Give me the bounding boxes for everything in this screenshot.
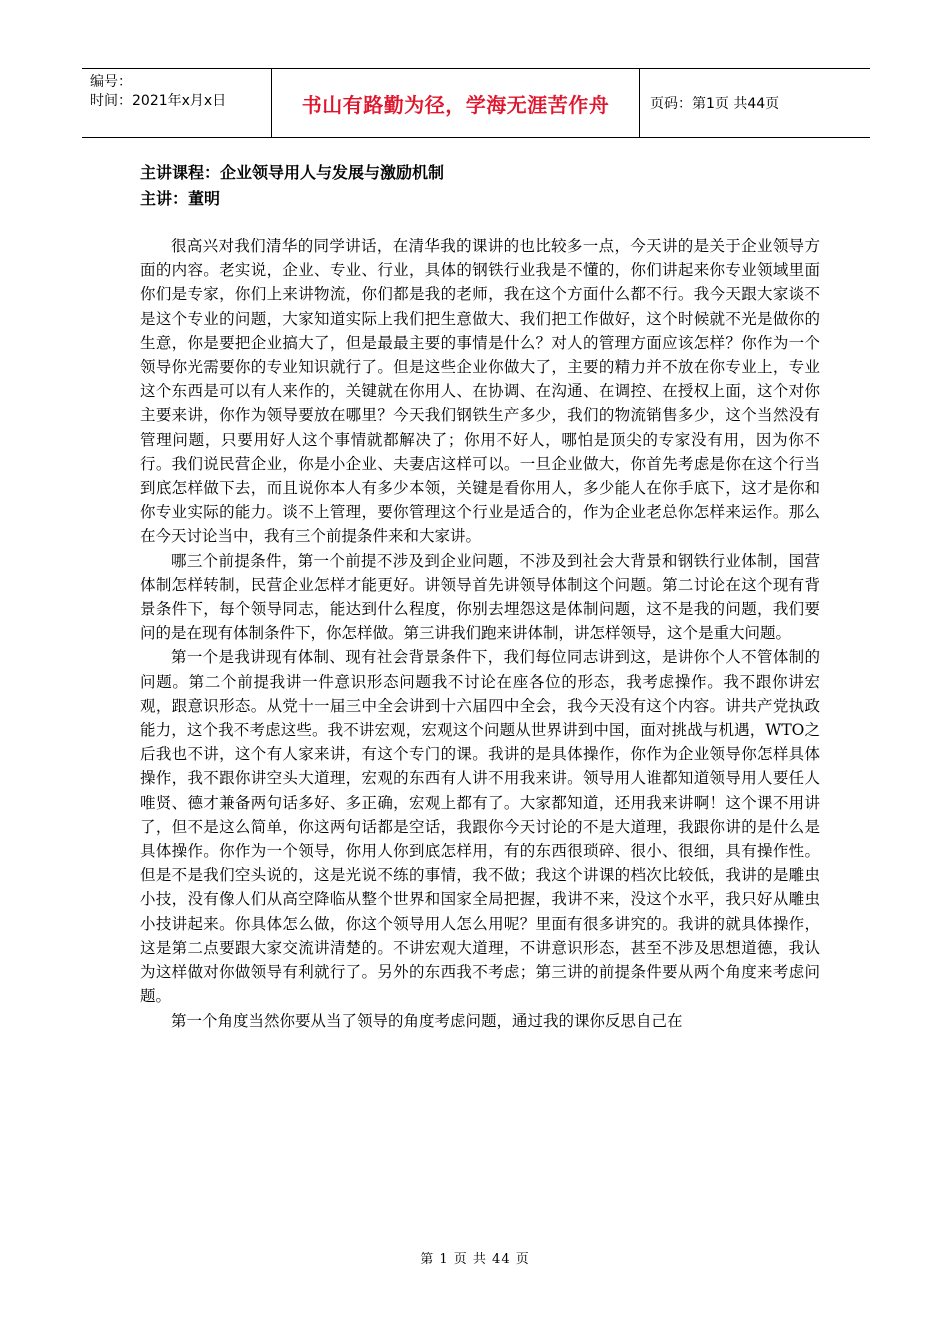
document-body — [140, 234, 820, 1033]
header-motto: 书山有路勤为径，学海无涯苦作舟 — [272, 69, 640, 137]
course-title: 主讲课程：企业领导用人与发展与激励机制 — [140, 163, 445, 182]
paragraph: 第一个是我讲现有体制、现有社会背景条件下，我们每位同志讲到这，是讲你个人不管体制的问题。第二个前提我讲一件意识形态问题我不讨论在座各位的形态，我考虑操作。我不跟你讲宏观，跟意识形态。从党十一届三中全会讲到十六届四中全会，我今天没有这个内容。讲共产党执政能力，这个我不考虑这些。我不讲宏观，宏观这个问题从世界讲到中国，面对挑战与机遇，WTO之后我也不讲，这个有人家来讲，有这个专门的课。我讲的是具体操作，你作为企业领导你怎样具体操作，我不跟你讲空头大道理，宏观的东西有人讲不用我来讲。领导用人谁都知道领导用人要任人唯贤、德才兼备两句话多好、多正确，宏观上都有了。大家都知道，还用我来讲啊！这个课不用讲了，但不是这么简单，你这两句话都是空话，我跟你今天讨论的不是大道理，我跟你讲的是什么是具体操作。你作为一个领导，你用人你到底怎样用，有的东西很琐碎、很小、很细，具有操作性。但是不是我们空头说的，这是光说不练的事情，我不做；我这个讲课的档次比较低，我讲的是雕虫小技，没有像人们从高空降临从整个世界和国家全局把握，我讲不来，没这个水平，我只好从雕虫小技讲起来。你具体怎么做，你这个领导用人怎么用呢？里面有很多讲究的。我讲的就具体操作，这是第二点要跟大家交流讲清楚的。不讲宏观大道理，不讲意识形态，甚至不涉及思想道德，我认为这样做对你做领导有利就行了。另外的东西我不考虑；第三讲的前提条件要从两个角度来考虑问题。 — [140, 648, 820, 1006]
header-page-info: 页码：第1页 共44页 — [650, 96, 780, 112]
document-time-label: 时间：2021年x月x日 — [90, 93, 227, 109]
page-header — [82, 68, 870, 138]
paragraph: 第一个角度当然你要从当了领导的角度考虑问题，通过我的课你反思自己在 — [171, 1011, 683, 1030]
page-footer: 第 1 页 共 44 页 — [420, 1252, 530, 1267]
course-lecturer: 主讲：董明 — [140, 189, 221, 208]
course-info — [140, 160, 444, 212]
paragraph: 哪三个前提条件，第一个前提不涉及到企业问题，不涉及到社会大背景和钢铁行业体制，国营体制怎样转制，民营企业怎样才能更好。讲领导首先讲领导体制这个问题。第二讨论在这个现有背景条件下，每个领导同志，能达到什么程度，你别去埋怨这是体制问题，这不是我的问题，我们要问的是在现有体制条件下，你怎样做。第三讲我们跑来讲体制，讲怎样领导，这个是重大问题。 — [140, 551, 820, 643]
paragraph: 很高兴对我们清华的同学讲话，在清华我的课讲的也比较多一点，今天讲的是关于企业领导方面的内容。老实说，企业、专业、行业，具体的钢铁行业我是不懂的，你们讲起来你专业领域里面你们是专家，你们上来讲物流，你们都是我的老师，我在这个方面什么都不行。我今天跟大家谈不是这个专业的问题，大家知道实际上我们把生意做大、我们把工作做好，这个时候就不光是做你的生意，你是要把企业搞大了，但是最最主要的事情是什么？对人的管理方面应该怎样？你作为一个领导你光需要你的专业知识就行了。但是这些企业你做大了，主要的精力并不放在你专业上，专业这个东西是可以有人来作的，关键就在你用人、在协调、在沟通、在调控、在授权上面，这个对你主要来讲，你作为领导要放在哪里？今天我们钢铁生产多少，我们的物流销售多少，这个当然没有管理问题，只要用好人这个事情就都解决了；你用不好人，哪怕是顶尖的专家没有用，因为你不行。我们说民营企业，你是小企业、夫妻店这样可以。一旦企业做大，你首先考虑是你在这个行当到底怎样做下去，而且说你本人有多少本领，关键是看你用人，多少能人在你手底下，这才是你和你专业实际的能力。谈不上管理，要你管理这个行业是适合的，作为企业老总你怎样来运作。那么在今天讨论当中，我有三个前提条件来和大家讲。 — [140, 237, 820, 546]
document-number-label: 编号： — [90, 74, 132, 90]
header-meta — [82, 69, 272, 137]
